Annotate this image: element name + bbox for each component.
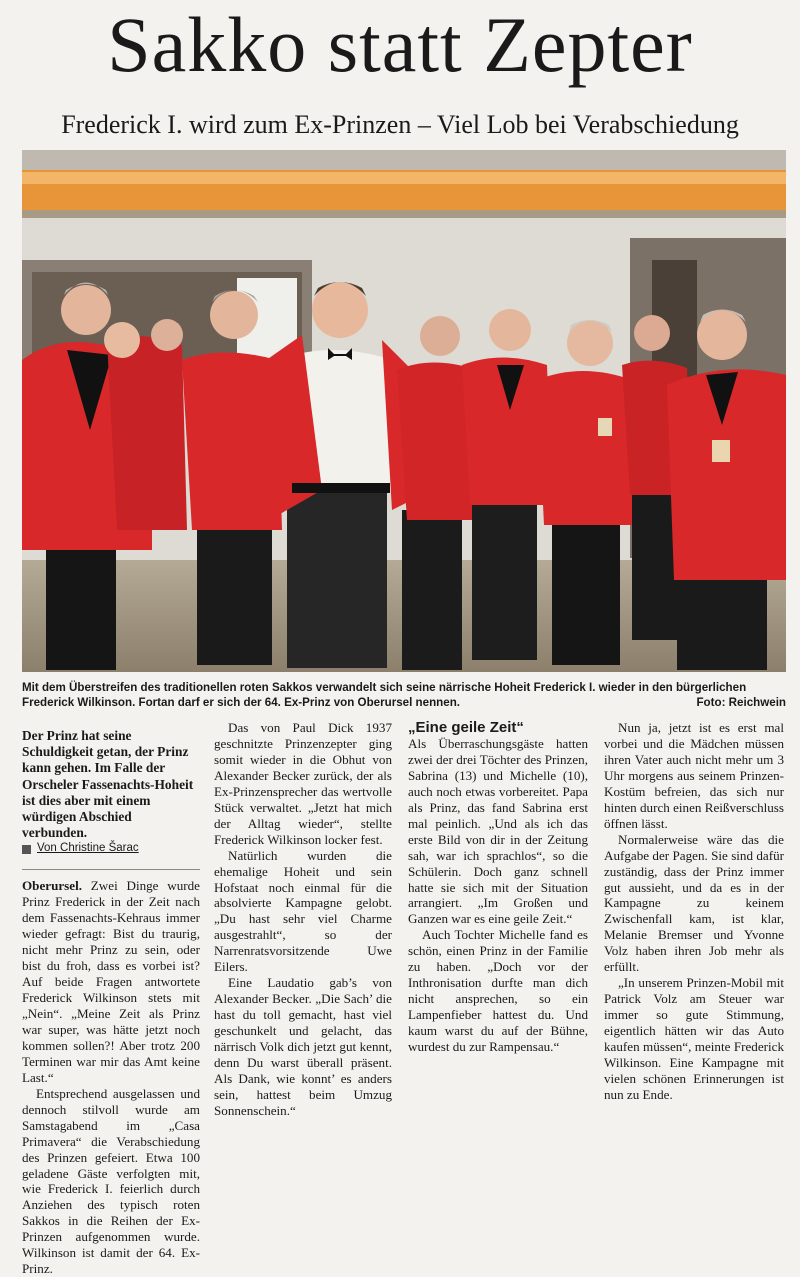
paragraph-1: [22, 878, 200, 1085]
paragraph-2-start: [22, 1086, 200, 1277]
paragraph-8: Nun ja, jetzt ist es erst mal vorbei und die Mädchen müssen ihren Vater auch nicht mehr um 3 Uhr morgens aus seinem Prinzen-Kostüm befreien, das sich nur hinten durch einen Reißverschluss öffnen lässt.: [604, 720, 784, 831]
paragraph-10: „In unserem Prinzen-Mobil mit Patrick Volz am Steuer war immer so gute Stimmung, eigentlich hätten wir das Auto kaufen müssen“, meinte Frederick Wilkinson. Eine Kampagne mit vielen schönen Erinnerungen ist nun zu Ende.: [604, 975, 784, 1102]
article-photo: [22, 150, 786, 672]
caption-text: Mit dem Überstreifen des traditionellen roten Sakkos verwandelt sich seine närrische Hoheit Frederick I. wieder in den bürgerlichen Frederick Wilkinson. Fortan darf er sich der 64. Ex-Prinz von Oberursel nennen.: [22, 681, 747, 709]
byline: [22, 841, 200, 857]
subheadline: Frederick I. wird zum Ex-Prinzen – Viel Lob bei Verabschiedung: [61, 110, 739, 139]
paragraph-3: Das von Paul Dick 1937 geschnitzte Prinzenzepter ging somit wieder in die Obhut von Alexander Becker zurück, der als Ex-Prinzensprecher das wertvolle Stück verwaltet. „Jetzt hat mich der Alltag wieder“, stellte Frederick Wilkinson locker fest.: [214, 720, 392, 847]
article-column-2: [214, 720, 392, 1119]
byline-square-icon: [22, 845, 31, 854]
article-column-3: [408, 720, 588, 1055]
photo-credit: Foto: Reichwein: [696, 696, 786, 709]
article-column-4: [604, 720, 784, 1103]
dateline: Oberursel.: [22, 878, 83, 894]
headline: Sakko statt Zepter: [107, 1, 693, 88]
paragraph-2-text: Entsprechend ausgelassen und dennoch stilvoll wurde am Samstagabend im „Casa Primavera“ die Verabschiedung des Prinzen gefeiert. Etwa 100 geladene Gäste verfolgten mit, wie Frederick I. feierlich durch Anziehen des typisch roten Sakkos in die Reihen der Ex-Prinzen aufgenommen wurde. Wilkinson ist damit der 64. Ex-Prinz.: [22, 1085, 200, 1277]
photo-caption: [22, 680, 786, 710]
article-subheading: „Eine geile Zeit“: [408, 719, 524, 736]
article-column-1: [22, 728, 200, 1277]
paragraph-9: Normalerweise wäre das die Aufgabe der Pagen. Sie sind dafür zuständig, dass der Prinz immer gut aussieht, und da es in der Kampagne zu keinem Zwischenfall kam, ist klar, Melanie Bremser und Yvonne Volz haben ihren Job mehr als erfüllt.: [604, 831, 784, 975]
article-lead: Der Prinz hat seine Schuldigkeit getan, der Prinz kann gehen. Im Falle der Orscheler Fassenachts-Hoheit ist dies aber mit einem würdigen Abschied verbunden.: [22, 728, 194, 841]
paragraph-7: Auch Tochter Michelle fand es schön, einen Prinz in der Familie zu haben. „Doch vor der Inthronisation durfte man dich nicht ansprechen, so ein Lampenfieber hattest du. Und kaum warst du auf der Bühne, wurdest du zur Rampensau.“: [408, 927, 588, 1055]
byline-rule: [22, 869, 200, 870]
paragraph-6: Als Überraschungsgäste hatten zwei der drei Töchter des Prinzen, Sabrina (13) und Michelle (10), auch noch etwas vorbereitet. Papa als Prinz, das fand Sabrina erst mal peinlich. „Und als ich das erste Bild von dir in der Zeitung sah, war ich sprachlos“, so die Schülerin. Doch ganz schnell hatte sie sich mit der Situation arrangiert. „Im Großen und Ganzen war es eine geile Zeit.“: [408, 735, 588, 927]
paragraph-4: Natürlich wurden die ehemalige Hoheit und sein Hofstaat noch einmal für die absolvierte Kampagne gelobt. „Du hast sehr viel Charme ausgestrahlt“, so der Narrenratsvorsitzende Uwe Eilers.: [214, 847, 392, 975]
paragraph-1-text: Zwei Dinge wurde Prinz Frederick in der Zeit nach dem Fassenachts-Kehraus immer wieder gefragt: Bist du traurig, nicht mehr Prinz zu sein, oder bist du froh, dass es vorbei ist? Auf beide Fragen antwortete Frederick Wilkinson stets mit „Nein“. „Meine Zeit als Prinz war super, was hätte jetzt noch kommen sollen?! Aber trotz 200 Terminen war mir das Amt keine Last.“: [22, 878, 200, 1085]
paragraph-5: Eine Laudatio gab’s von Alexander Becker. „Die Sach’ die hast du toll gemacht, hast viel geschunkelt und gelacht, das närrisch Volk dich jetzt gut kennt, denn Du warst überall präsent. Als Dank, wie konnt’ es anders sein, hattest beim Umzug Sonnenschein.“: [214, 975, 392, 1118]
byline-author: Von Christine Šarac: [37, 842, 139, 855]
